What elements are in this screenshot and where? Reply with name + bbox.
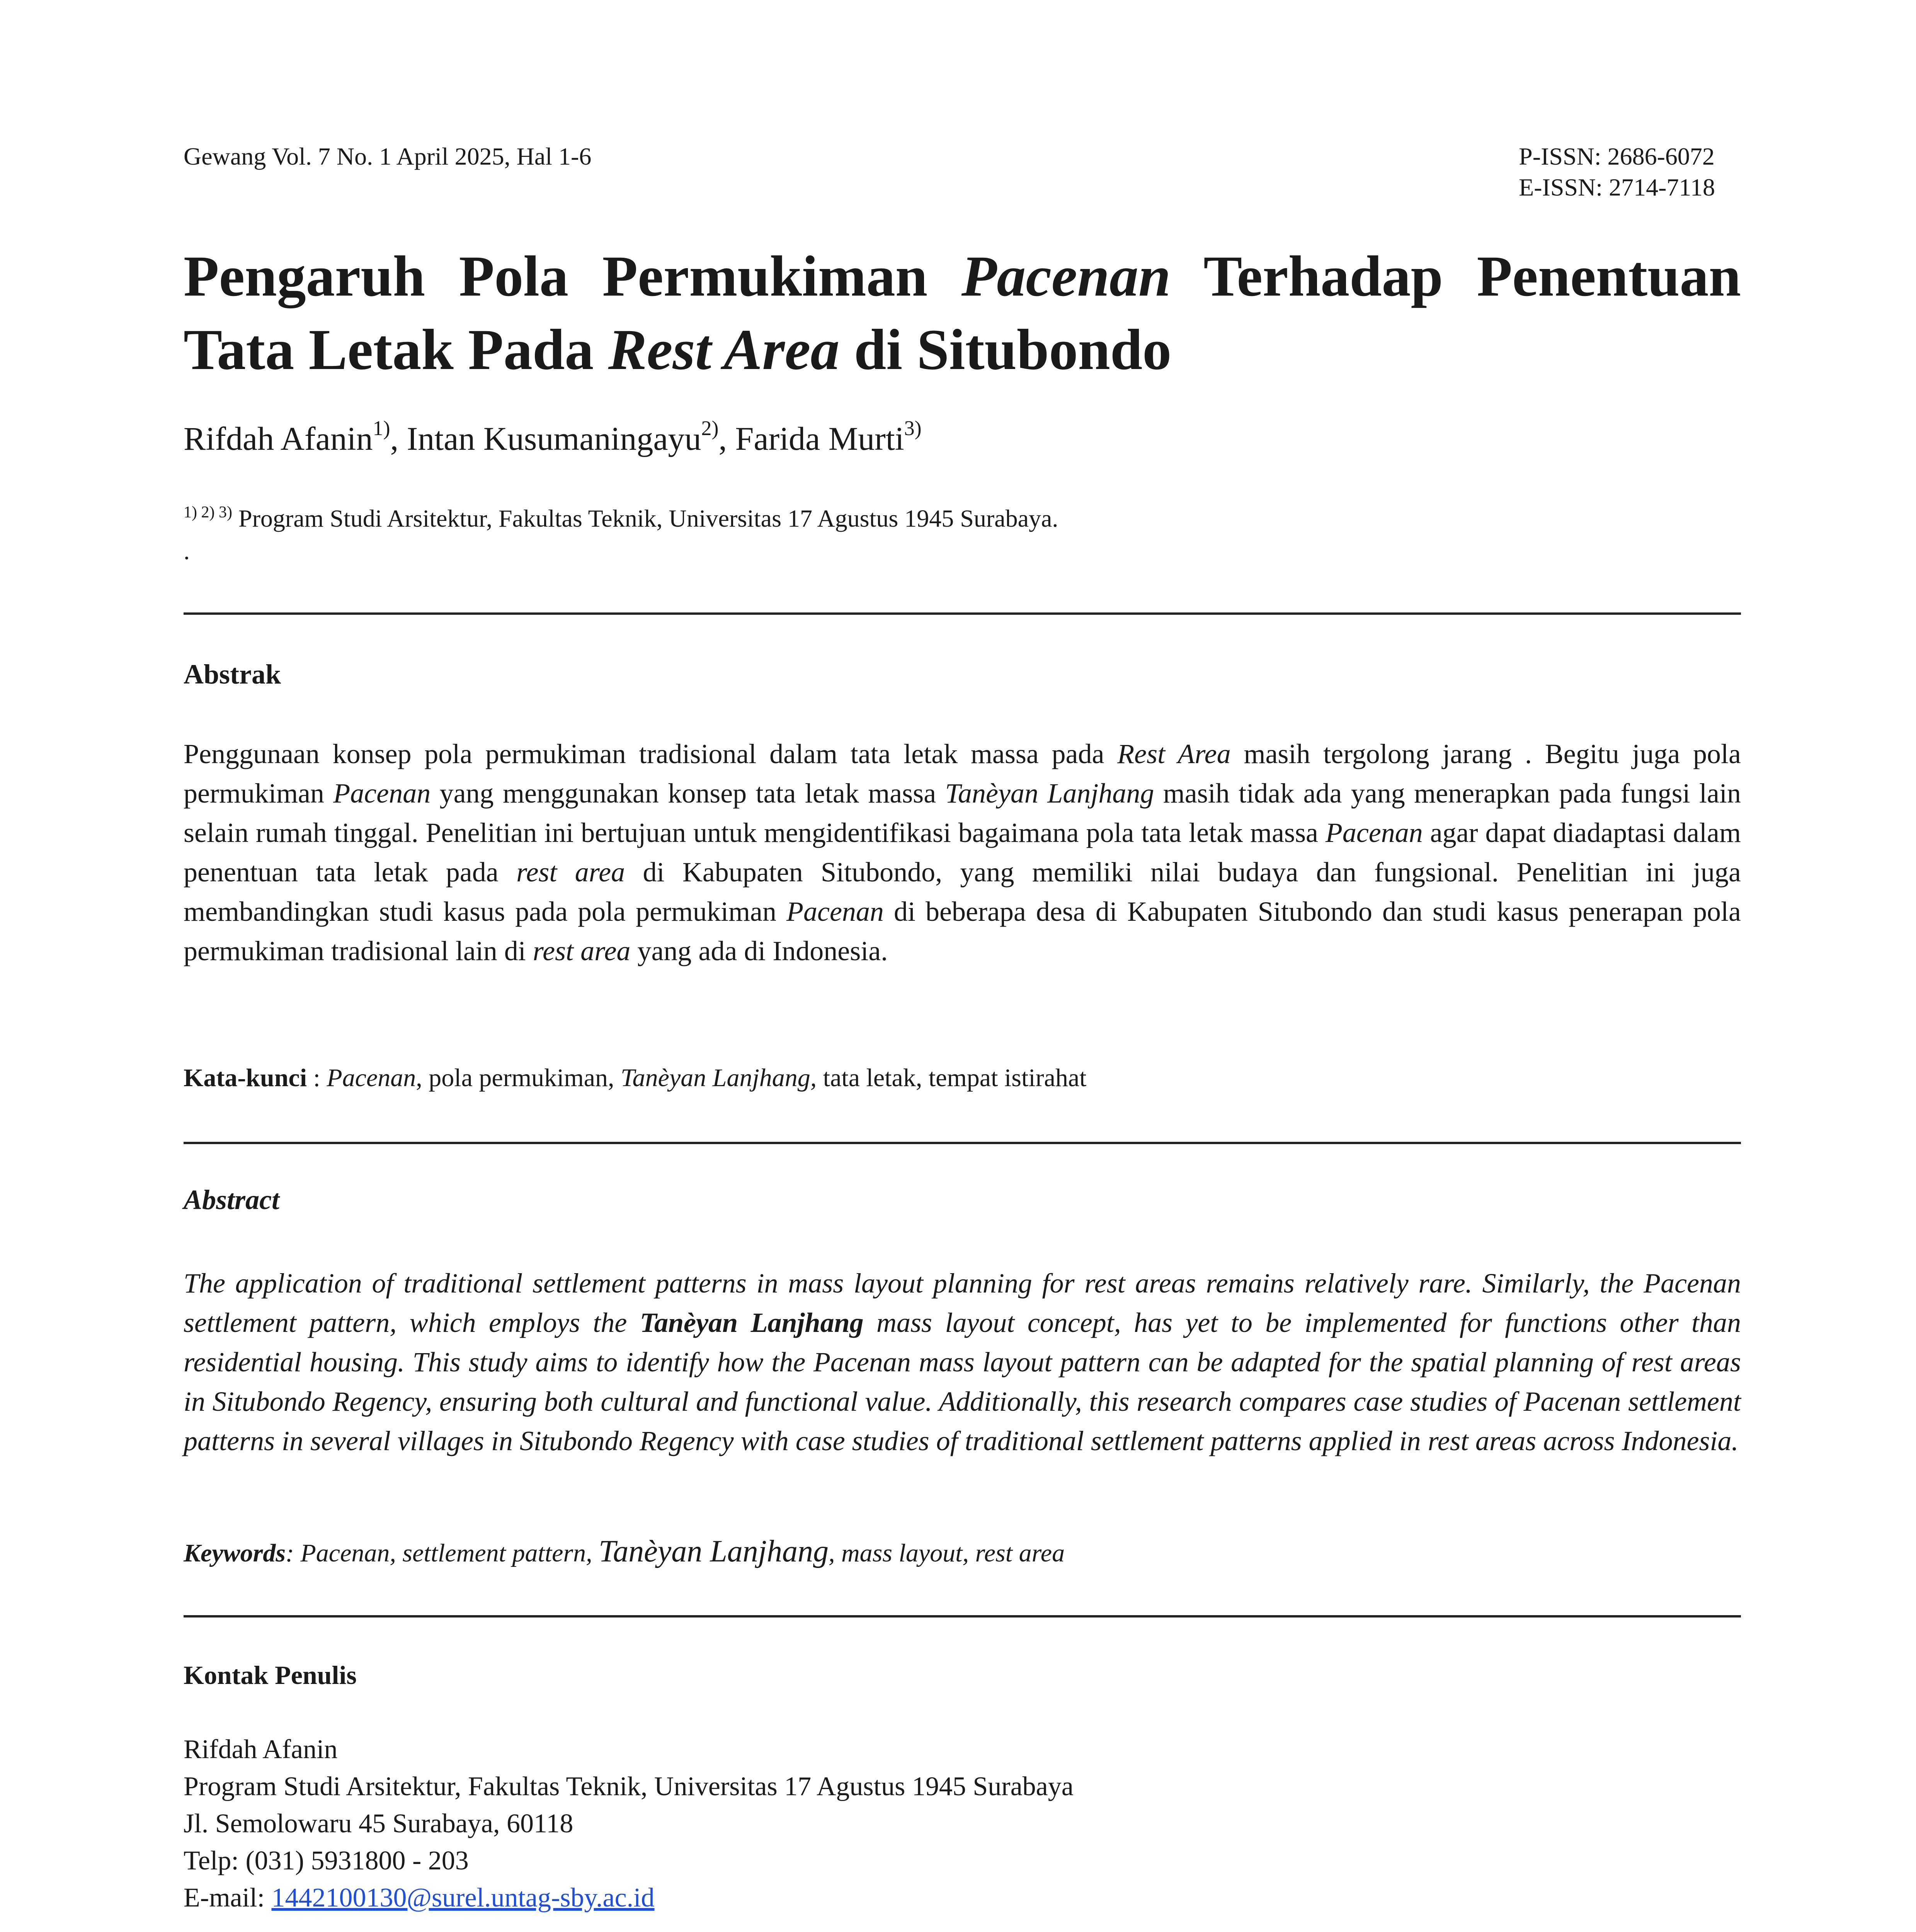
abstrak-heading: Abstrak [184,659,281,690]
affiliation: $^{1) 2) 3)}$ Program Studi Arsitektur, Fakultas Teknik, Universitas 17 Agustus 1945 Surabaya. . [184,503,1058,565]
divider [184,1142,1741,1144]
contact-phone: Telp: (031) 5931800 - 203 [184,1846,469,1876]
contact-email: E-mail: 1442100130@surel.untag-sby.ac.id [184,1883,655,1913]
abstract-body: The application of traditional settlement patterns in mass layout planning for rest areas remains relatively rare. Similarly, the Pacenan settlement pattern, which employs the Tanèyan Lanjhang mass layout concept, has yet to be implemented for functions other than residential housing. This study aims to identify how the Pacenan mass layout pattern can be adapted for the spatial planning of rest areas in Situbondo Regency, ensuring both cultural and functional value. Additionally, this research compares case studies of Pacenan settlement patterns in several villages in Situbondo Regency with case studies of traditional settlement patterns applied in rest areas across Indonesia. [184,1268,1741,1456]
contact-heading: Kontak Penulis [184,1660,357,1690]
contact-name: Rifdah Afanin [184,1735,338,1764]
email-link[interactable]: 1442100130@surel.untag-sby.ac.id [271,1883,655,1913]
author-name: Intan Kusumaningayu [407,420,701,457]
abstrak-body: Penggunaan konsep pola permukiman tradisional dalam tata letak massa pada Rest Area masih tergolong jarang . Begitu juga pola permukiman Pacenan yang menggunakan konsep tata letak massa Tanèyan Lanjhang masih tidak ada yang menerapkan pada fungsi lain selain rumah tinggal. Penelitian ini bertujuan untuk mengidentifikasi bagaimana pola tata letak massa Pacenan agar dapat diadaptasi dalam penentuan tata letak pada rest area di Kabupaten Situbondo, yang memiliki nilai budaya dan fungsional. Penelitian ini juga membandingkan studi kasus pada pola permukiman Pacenan di beberapa desa di Kabupaten Situbondo dan studi kasus penerapan pola permukiman tradisional lain di rest area yang ada di Indonesia. [184,738,1741,966]
e-issn: E-ISSN: 2714-7118 [1519,173,1715,201]
divider [184,1615,1741,1617]
issn-block [1519,141,1715,203]
kata-kunci: Kata-kunci : Pacenan, pola permukiman, Tanèyan Lanjhang, tata letak, tempat istirahat [184,1064,1087,1092]
paper-title: Pengaruh Pola Permukiman Pacenan Terhadap Penentuan Tata Letak Pada Rest Area di Situbondo [184,244,1741,382]
contact-address: Jl. Semolowaru 45 Surabaya, 60118 [184,1809,573,1838]
author-list: Rifdah Afanin$^{1)}$, Intan Kusumaningayu$^{2)}$, Farida Murti$^{3)}$ [184,417,922,457]
abstract-heading: Abstract [184,1184,280,1215]
journal-header: Gewang Vol. 7 No. 1 April 2025, Hal 1-6 [184,143,592,170]
author-name: Farida Murti [735,420,904,457]
p-issn: P-ISSN: 2686-6072 [1519,143,1715,170]
contact-block [184,1731,1074,1917]
author-name: Rifdah Afanin [184,420,373,457]
keywords: Keywords: Pacenan, settlement pattern, Tanèyan Lanjhang, mass layout, rest area [184,1534,1065,1568]
divider [184,612,1741,615]
contact-dept: Program Studi Arsitektur, Fakultas Teknik, Universitas 17 Agustus 1945 Surabaya [184,1772,1074,1801]
